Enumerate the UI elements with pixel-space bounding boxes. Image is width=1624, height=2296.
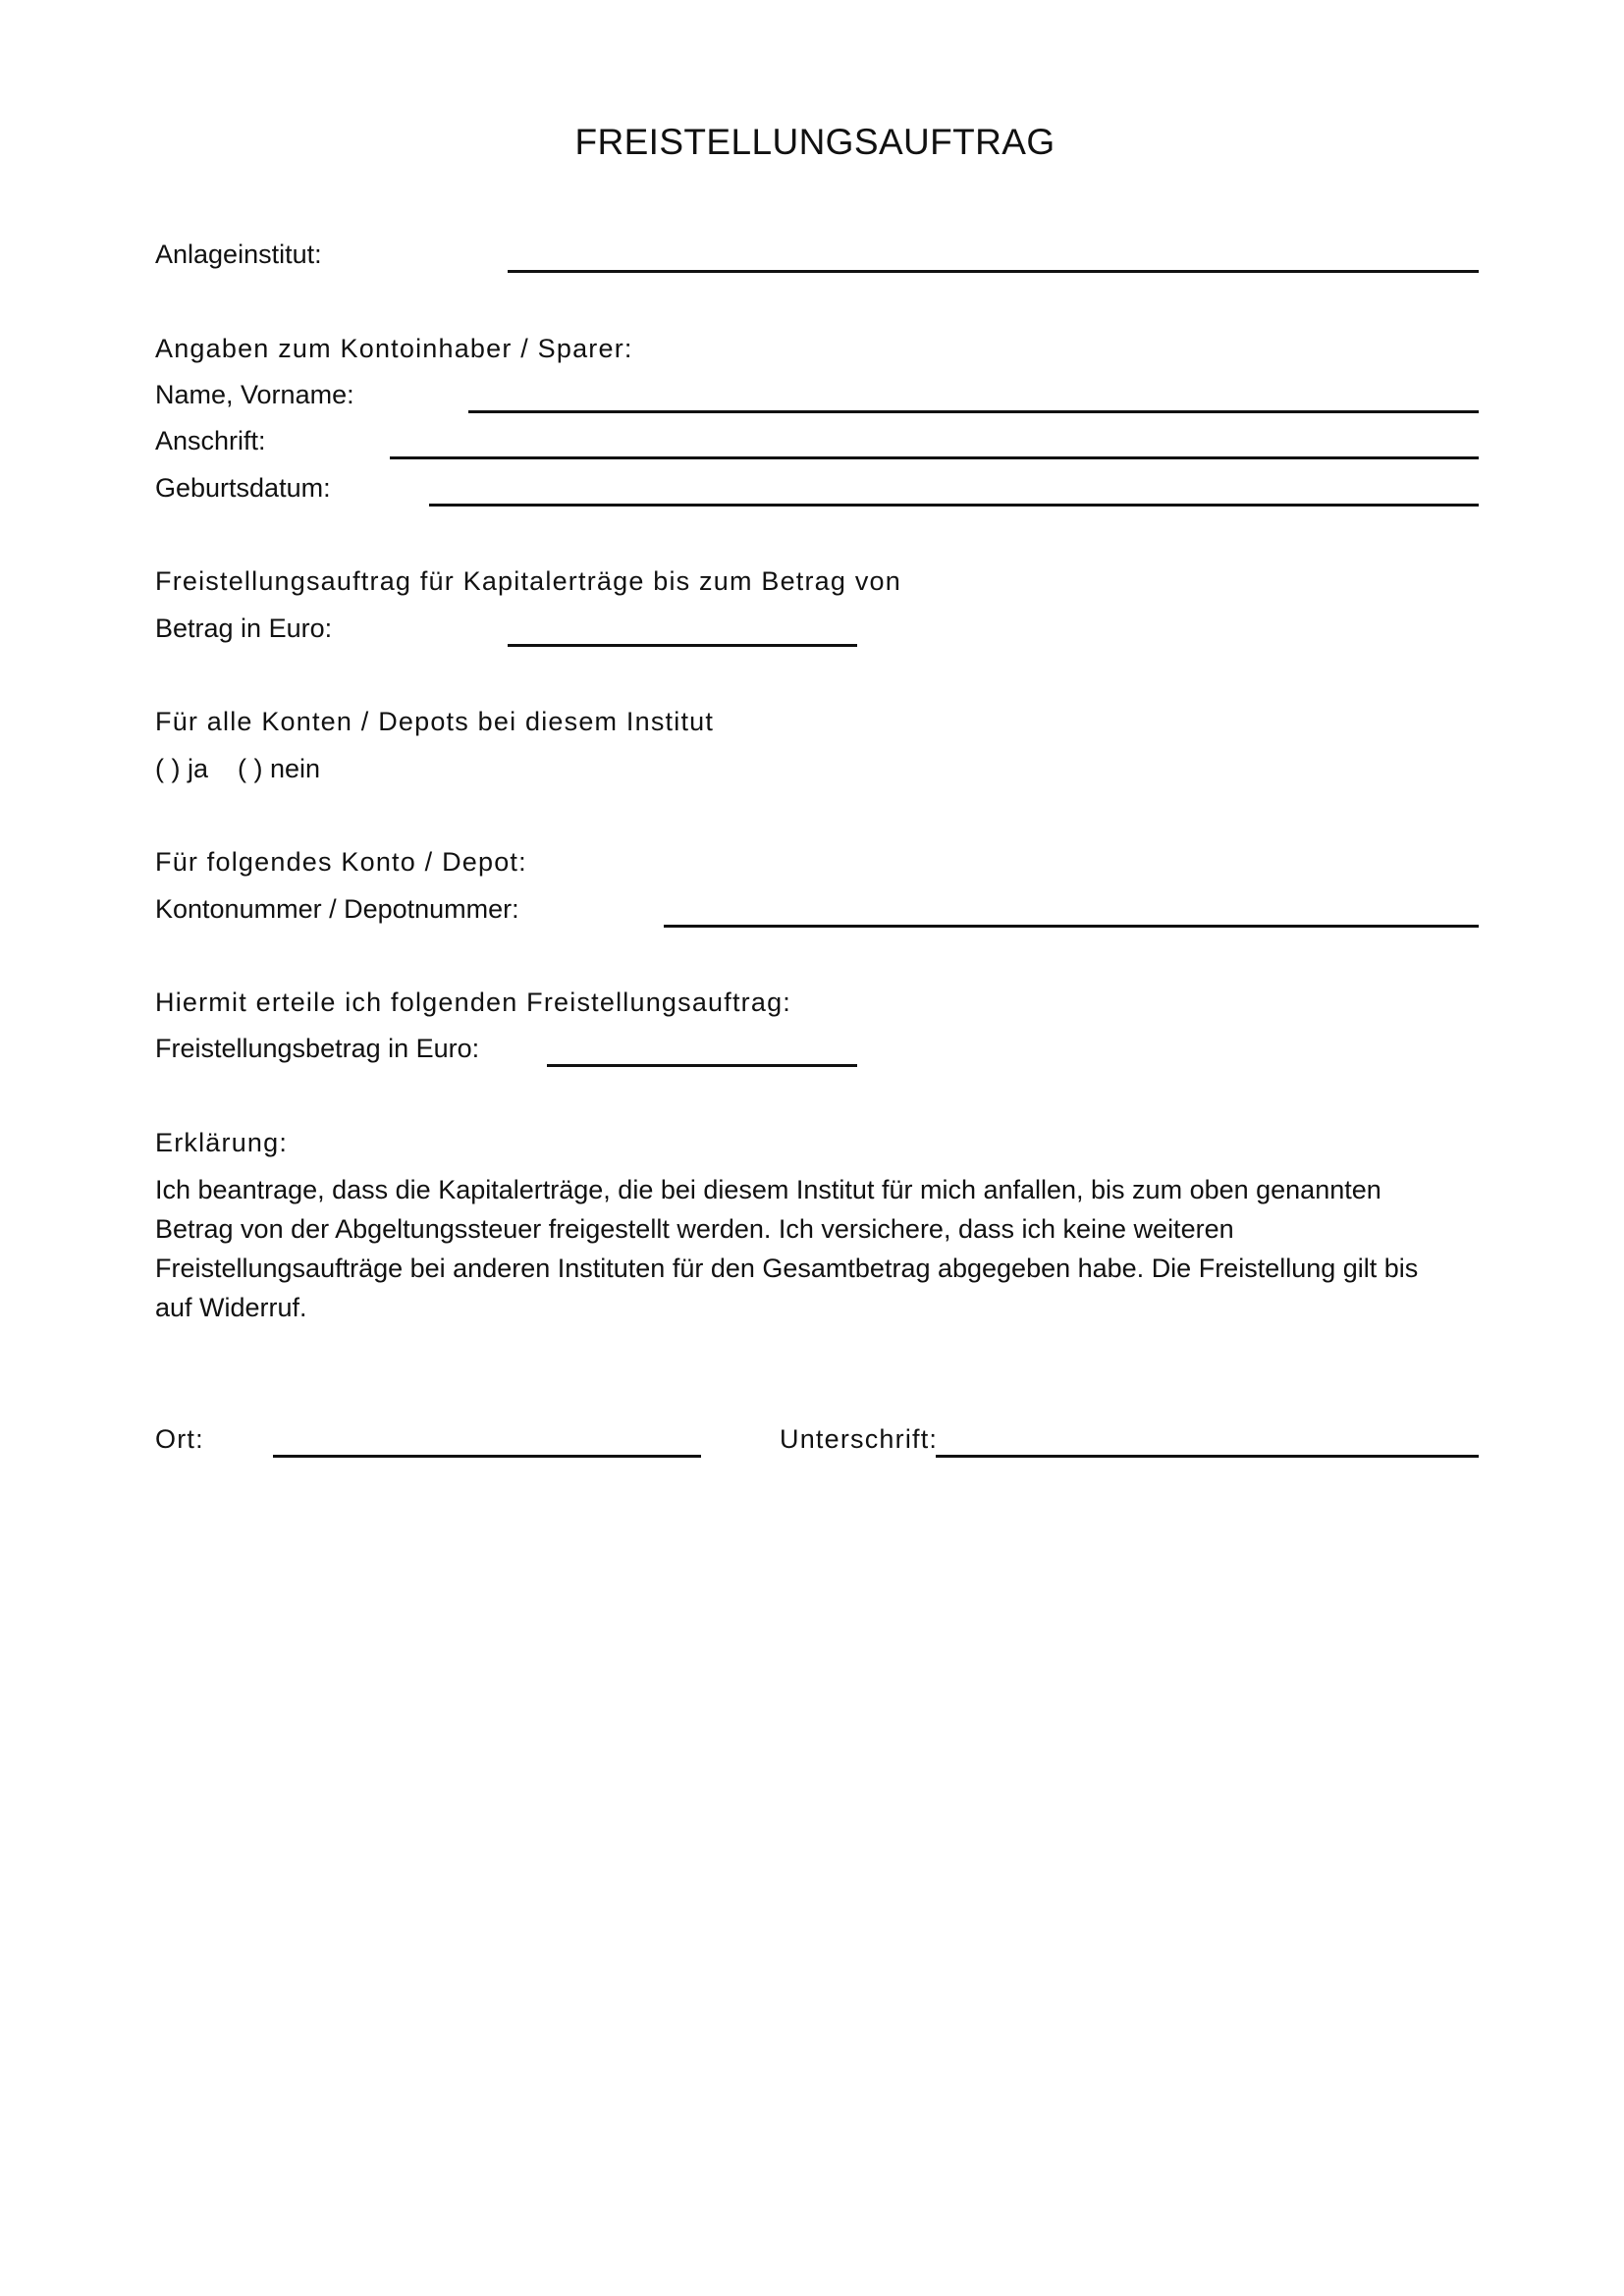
declaration-heading: Erklärung: [155,1128,289,1157]
anschrift-field[interactable] [390,456,1479,459]
declaration-line: Freistellungsaufträge bei anderen Instituten für den Gesamtbetrag abgegeben habe. Die Freistellung gilt bis [155,1254,1419,1283]
kontoinhaber-heading: Angaben zum Kontoinhaber / Sparer: [155,334,633,363]
betrag-heading: Freistellungsauftrag für Kapitalerträge bis zum Betrag von [155,566,901,596]
geburtsdatum-field[interactable] [429,504,1479,507]
alle-konten-heading: Für alle Konten / Depots bei diesem Institut [155,707,715,736]
betrag-label: Betrag in Euro: [155,614,333,643]
unterschrift-field[interactable] [936,1455,1479,1458]
declaration-text [155,1170,1476,1327]
unterschrift-label: Unterschrift: [780,1424,939,1454]
name-field[interactable] [468,410,1479,413]
ort-field[interactable] [273,1455,701,1458]
freistellungsbetrag-field[interactable] [547,1064,857,1067]
betrag-field[interactable] [508,644,857,647]
ort-label: Ort: [155,1424,204,1454]
anlageinstitut-field[interactable] [508,270,1479,273]
geburtsdatum-label: Geburtsdatum: [155,473,331,503]
freistellungsbetrag-label: Freistellungsbetrag in Euro: [155,1034,480,1063]
konto-heading: Für folgendes Konto / Depot: [155,847,527,877]
document-title: FREISTELLUNGSAUFTRAG [574,122,1056,162]
kontonummer-field[interactable] [664,925,1479,928]
anschrift-label: Anschrift: [155,426,266,455]
kontonummer-label: Kontonummer / Depotnummer: [155,894,519,924]
auftrag-heading: Hiermit erteile ich folgenden Freistellungsauftrag: [155,988,791,1017]
declaration-line: Betrag von der Abgeltungssteuer freigestellt werden. Ich versichere, dass ich keine weiteren [155,1214,1234,1244]
ja-nein-options[interactable]: ( ) ja ( ) nein [155,754,321,783]
declaration-line: auf Widerruf. [155,1293,307,1322]
anlageinstitut-label: Anlageinstitut: [155,240,322,269]
name-label: Name, Vorname: [155,380,354,409]
declaration-line: Ich beantrage, dass die Kapitalerträge, die bei diesem Institut für mich anfallen, bis zum oben genannten [155,1175,1381,1204]
